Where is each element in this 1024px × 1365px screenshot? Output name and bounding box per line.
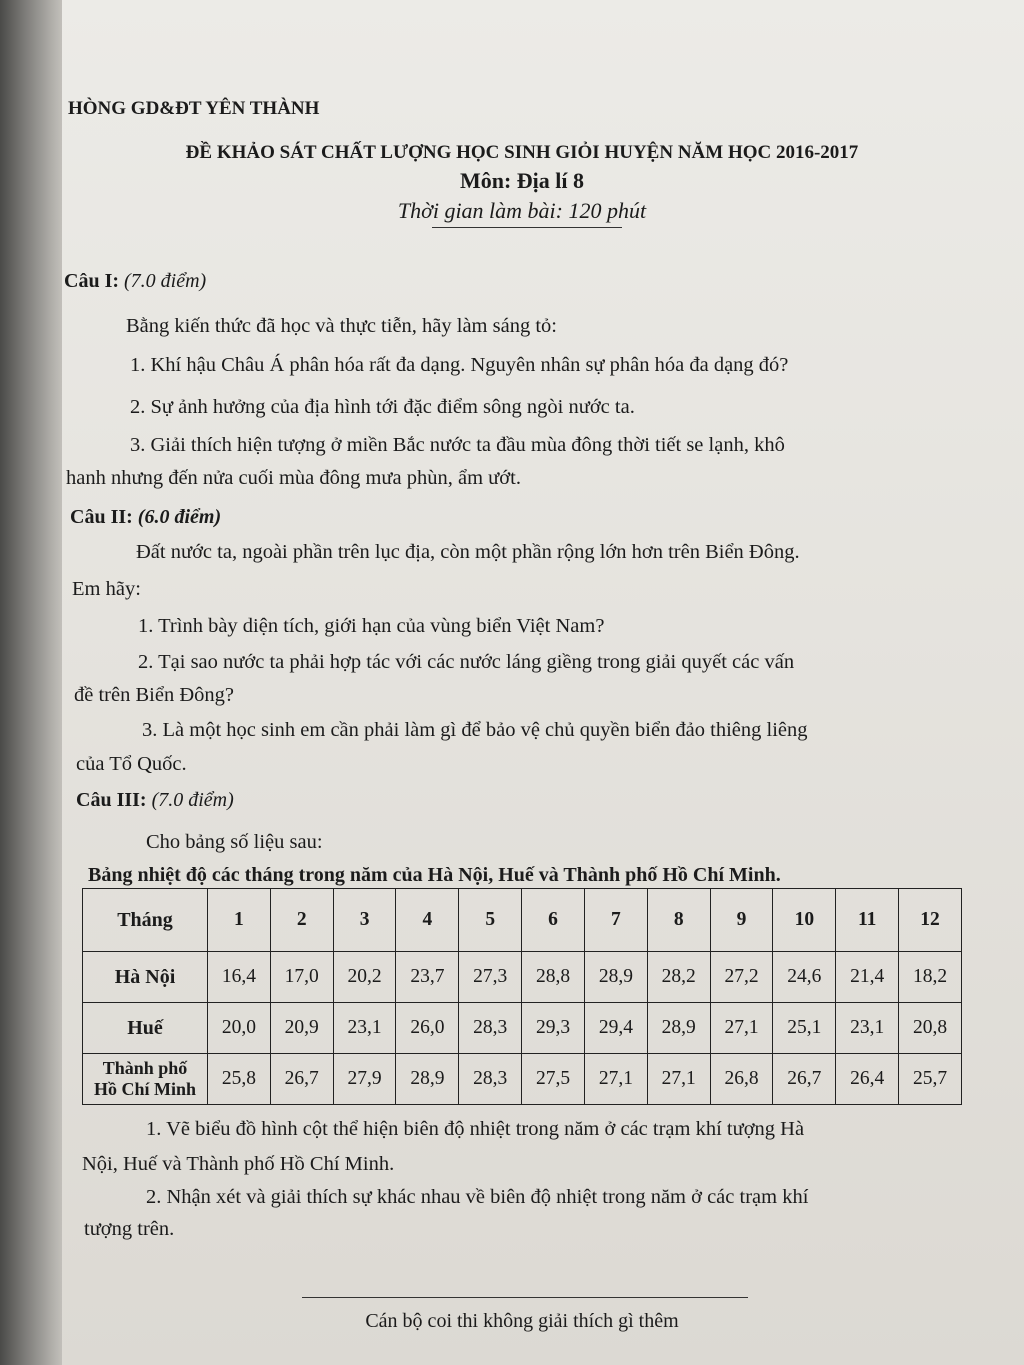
temperature-cell: 28,9 [396, 1054, 459, 1105]
question-2-intro-line-2: Em hãy: [72, 578, 141, 600]
temperature-cell: 27,1 [584, 1054, 647, 1105]
temperature-cell: 27,9 [333, 1054, 396, 1105]
city-label [83, 1054, 208, 1105]
temperature-cell: 27,3 [459, 952, 522, 1003]
temperature-cell: 23,1 [836, 1003, 899, 1054]
temperature-table [82, 888, 962, 1105]
question-1-item-1: 1. Khí hậu Châu Á phân hóa rất đa dạng. Nguyên nhân sự phân hóa đa dạng đó? [130, 354, 789, 376]
month-header: 5 [459, 889, 522, 952]
month-header: 6 [522, 889, 585, 952]
temperature-cell: 18,2 [899, 952, 962, 1003]
city-label: Hà Nội [83, 952, 208, 1003]
temperature-cell: 28,3 [459, 1054, 522, 1105]
question-1-label: Câu I: [64, 270, 120, 292]
exam-page [62, 0, 1024, 1365]
temperature-cell: 25,8 [208, 1054, 271, 1105]
book-spine-shadow [0, 0, 70, 1365]
title-underline [432, 227, 622, 228]
table-header-label: Tháng [83, 889, 208, 952]
table-row-hue [83, 1003, 962, 1054]
month-header: 9 [710, 889, 773, 952]
temperature-cell: 21,4 [836, 952, 899, 1003]
question-3-intro: Cho bảng số liệu sau: [146, 831, 323, 853]
month-header: 12 [899, 889, 962, 952]
question-1-points: (7.0 điểm) [124, 270, 207, 292]
school-name: HÒNG GD&ĐT YÊN THÀNH [68, 98, 320, 119]
question-2-item-2-line-2: đề trên Biển Đông? [74, 684, 234, 706]
temperature-cell: 20,0 [208, 1003, 271, 1054]
temperature-cell: 28,8 [522, 952, 585, 1003]
temperature-cell: 28,3 [459, 1003, 522, 1054]
question-1-intro: Bằng kiến thức đã học và thực tiễn, hãy làm sáng tỏ: [126, 315, 557, 337]
question-1-heading [64, 270, 206, 293]
temperature-cell: 25,7 [899, 1054, 962, 1105]
question-3-task-2-line-1: 2. Nhận xét và giải thích sự khác nhau về biên độ nhiệt trong năm ở các trạm khí [146, 1186, 809, 1208]
temperature-cell: 26,7 [773, 1054, 836, 1105]
exam-title: ĐỀ KHẢO SÁT CHẤT LƯỢNG HỌC SINH GIỎI HUYỆN NĂM HỌC 2016-2017 [185, 142, 859, 163]
table-title: Bảng nhiệt độ các tháng trong năm của Hà Nội, Huế và Thành phố Hồ Chí Minh. [88, 864, 781, 886]
city-label-line-2: Hồ Chí Minh [93, 1079, 197, 1099]
temperature-cell: 26,8 [710, 1054, 773, 1105]
exam-subject: Môn: Địa lí 8 [459, 168, 585, 193]
month-header: 3 [333, 889, 396, 952]
temperature-cell: 27,1 [710, 1003, 773, 1054]
temperature-cell: 16,4 [208, 952, 271, 1003]
temperature-cell: 28,2 [647, 952, 710, 1003]
question-3-label: Câu III: [76, 789, 147, 811]
month-header: 4 [396, 889, 459, 952]
temperature-cell: 25,1 [773, 1003, 836, 1054]
question-2-points: (6.0 điểm) [137, 506, 222, 528]
question-2-label: Câu II: [70, 506, 133, 528]
question-2-item-3-line-2: của Tổ Quốc. [76, 753, 187, 775]
question-3-heading [76, 789, 234, 812]
temperature-cell: 28,9 [584, 952, 647, 1003]
question-2-item-3-line-1: 3. Là một học sinh em cần phải làm gì để bảo vệ chủ quyền biển đảo thiêng liêng [142, 719, 808, 741]
temperature-cell: 27,1 [647, 1054, 710, 1105]
temperature-cell: 29,3 [522, 1003, 585, 1054]
temperature-cell: 20,9 [270, 1003, 333, 1054]
question-2-item-1: 1. Trình bày diện tích, giới hạn của vùng biển Việt Nam? [138, 615, 605, 637]
temperature-cell: 23,1 [333, 1003, 396, 1054]
temperature-cell: 17,0 [270, 952, 333, 1003]
table-header-row [83, 889, 962, 952]
question-3-task-2-line-2: tượng trên. [84, 1218, 175, 1240]
temperature-cell: 20,2 [333, 952, 396, 1003]
month-header: 7 [584, 889, 647, 952]
temperature-cell: 26,0 [396, 1003, 459, 1054]
temperature-cell: 28,9 [647, 1003, 710, 1054]
footer-note: Cán bộ coi thi không giải thích gì thêm [365, 1310, 679, 1332]
question-3-points: (7.0 điểm) [151, 789, 234, 811]
temperature-cell: 27,2 [710, 952, 773, 1003]
footer-divider [302, 1297, 748, 1298]
month-header: 2 [270, 889, 333, 952]
question-2-intro-line-1: Đất nước ta, ngoài phần trên lục địa, còn một phần rộng lớn hơn trên Biển Đông. [136, 541, 800, 563]
temperature-cell: 24,6 [773, 952, 836, 1003]
temperature-cell: 26,4 [836, 1054, 899, 1105]
exam-time: Thời gian làm bài: 120 phút [397, 198, 647, 223]
month-header: 11 [836, 889, 899, 952]
temperature-cell: 29,4 [584, 1003, 647, 1054]
question-2-heading [70, 506, 221, 529]
city-label-line-1: Thành phố [102, 1058, 188, 1078]
month-header: 8 [647, 889, 710, 952]
temperature-cell: 27,5 [522, 1054, 585, 1105]
table-row-hanoi [83, 952, 962, 1003]
temperature-cell: 20,8 [899, 1003, 962, 1054]
question-2-item-2-line-1: 2. Tại sao nước ta phải hợp tác với các nước láng giềng trong giải quyết các vấn [138, 651, 795, 673]
question-3-task-1-line-2: Nội, Huế và Thành phố Hồ Chí Minh. [82, 1153, 395, 1175]
question-1-item-3-line-2: hanh nhưng đến nửa cuối mùa đông mưa phùn, ẩm ướt. [66, 467, 521, 489]
question-3-task-1-line-1: 1. Vẽ biểu đồ hình cột thể hiện biên độ nhiệt trong năm ở các trạm khí tượng Hà [146, 1118, 805, 1140]
month-header: 1 [208, 889, 271, 952]
temperature-cell: 26,7 [270, 1054, 333, 1105]
month-header: 10 [773, 889, 836, 952]
table-row-hcmc [83, 1054, 962, 1105]
temperature-cell: 23,7 [396, 952, 459, 1003]
question-1-item-3-line-1: 3. Giải thích hiện tượng ở miền Bắc nước ta đầu mùa đông thời tiết se lạnh, khô [130, 434, 785, 456]
question-1-item-2: 2. Sự ảnh hưởng của địa hình tới đặc điểm sông ngòi nước ta. [130, 396, 635, 418]
city-label: Huế [83, 1003, 208, 1054]
